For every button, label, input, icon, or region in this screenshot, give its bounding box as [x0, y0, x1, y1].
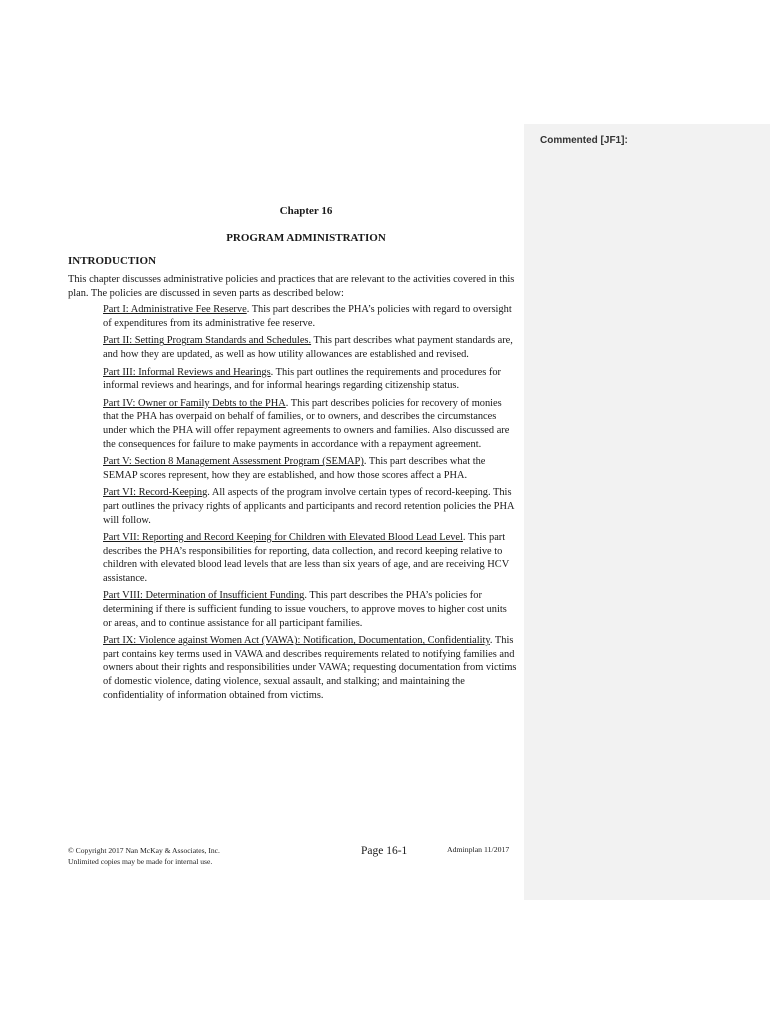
part-description: . This part describes policies for recovery of monies that the PHA has overpaid on behalf of families, or to owners, and describes the circumstances under which the PHA will offer repayment agreements to owners and families. Also discussed are the consequences for failure to make payments in accordance with a repayment agreement. [103, 397, 510, 450]
part-description: . This part outlines the requirements and procedures for informal reviews and hearings, and for informal hearings regarding citizenship status. [103, 366, 501, 392]
comments-pane [524, 124, 770, 900]
part-item [103, 634, 518, 702]
copies-line: Unlimited copies may be made for internal use. [68, 857, 213, 866]
part-description: . This part describes the PHA’s policies for determining if there is sufficient funding to issue vouchers, to approve moves to higher cost units or areas, and to continue assistance for all participant families. [103, 590, 507, 629]
copyright-line: © Copyright 2017 Nan McKay & Associates, Inc. [68, 846, 220, 855]
part-item [103, 589, 518, 630]
document-page [68, 205, 518, 706]
page-footer [68, 845, 518, 875]
part-title: Part V: Section 8 Management Assessment Program (SEMAP) [103, 456, 364, 468]
plan-date: Adminplan 11/2017 [447, 845, 510, 854]
part-item [103, 397, 518, 451]
intro-paragraph: This chapter discusses administrative policies and practices that are relevant to the activities covered in this plan. The policies are discussed in seven parts as described below: [68, 274, 515, 299]
part-title: Part VIII: Determination of Insufficient Funding [103, 590, 305, 602]
chapter-heading: Chapter 16 [279, 205, 333, 217]
part-description: . This part contains key terms used in VAWA and describes requirements related to notifying families and owners about their rights and responsibilities under VAWA; requesting documentation from victims of domestic violence, dating violence, sexual assault, and stalking; and maintaining the confidentiality of information obtained from victims. [103, 635, 517, 701]
chapter-title: PROGRAM ADMINISTRATION [226, 232, 386, 244]
part-item [103, 334, 518, 361]
intro-heading: INTRODUCTION [68, 255, 157, 267]
part-description: . This part describes the PHA’s policies with regard to oversight of expenditures from its administrative fee reserve. [103, 304, 512, 329]
part-title: Part VI: Record-Keeping [103, 487, 208, 499]
part-item [103, 531, 518, 585]
part-item [103, 303, 518, 330]
part-description: . This part describes the PHA’s responsibilities for reporting, data collection, and record keeping relative to children with elevated blood lead levels that are less than six years of age, and are receiving HCV assistance. [103, 532, 510, 584]
part-title: Part II: Setting Program Standards and Schedules. [103, 335, 312, 347]
part-title: Part IX: Violence against Women Act (VAWA): Notification, Documentation, Confidentiality [103, 635, 490, 647]
part-description: This part describes what payment standards are, and how they are updated, as well as how utility allowances are established and revised. [103, 335, 513, 360]
parts-list [68, 303, 518, 702]
part-item [103, 486, 518, 527]
part-title: Part IV: Owner or Family Debts to the PHA [103, 397, 286, 409]
part-description: . This part describes what the SEMAP scores represent, how they are established, and how those scores affect a PHA. [103, 456, 486, 481]
part-description: . All aspects of the program involve certain types of record-keeping. This part outlines the privacy rights of applicants and participants and record retention policies the PHA will follow. [103, 487, 514, 526]
part-title: Part VII: Reporting and Record Keeping for Children with Elevated Blood Lead Level [103, 532, 463, 544]
copyright-notice [68, 845, 220, 867]
comment-label: Commented [JF1]: [540, 135, 628, 146]
part-title: Part I: Administrative Fee Reserve [103, 304, 247, 316]
part-item [103, 366, 518, 393]
part-title: Part III: Informal Reviews and Hearings [103, 366, 271, 378]
page-number: Page 16-1 [361, 845, 408, 857]
part-item [103, 455, 518, 482]
